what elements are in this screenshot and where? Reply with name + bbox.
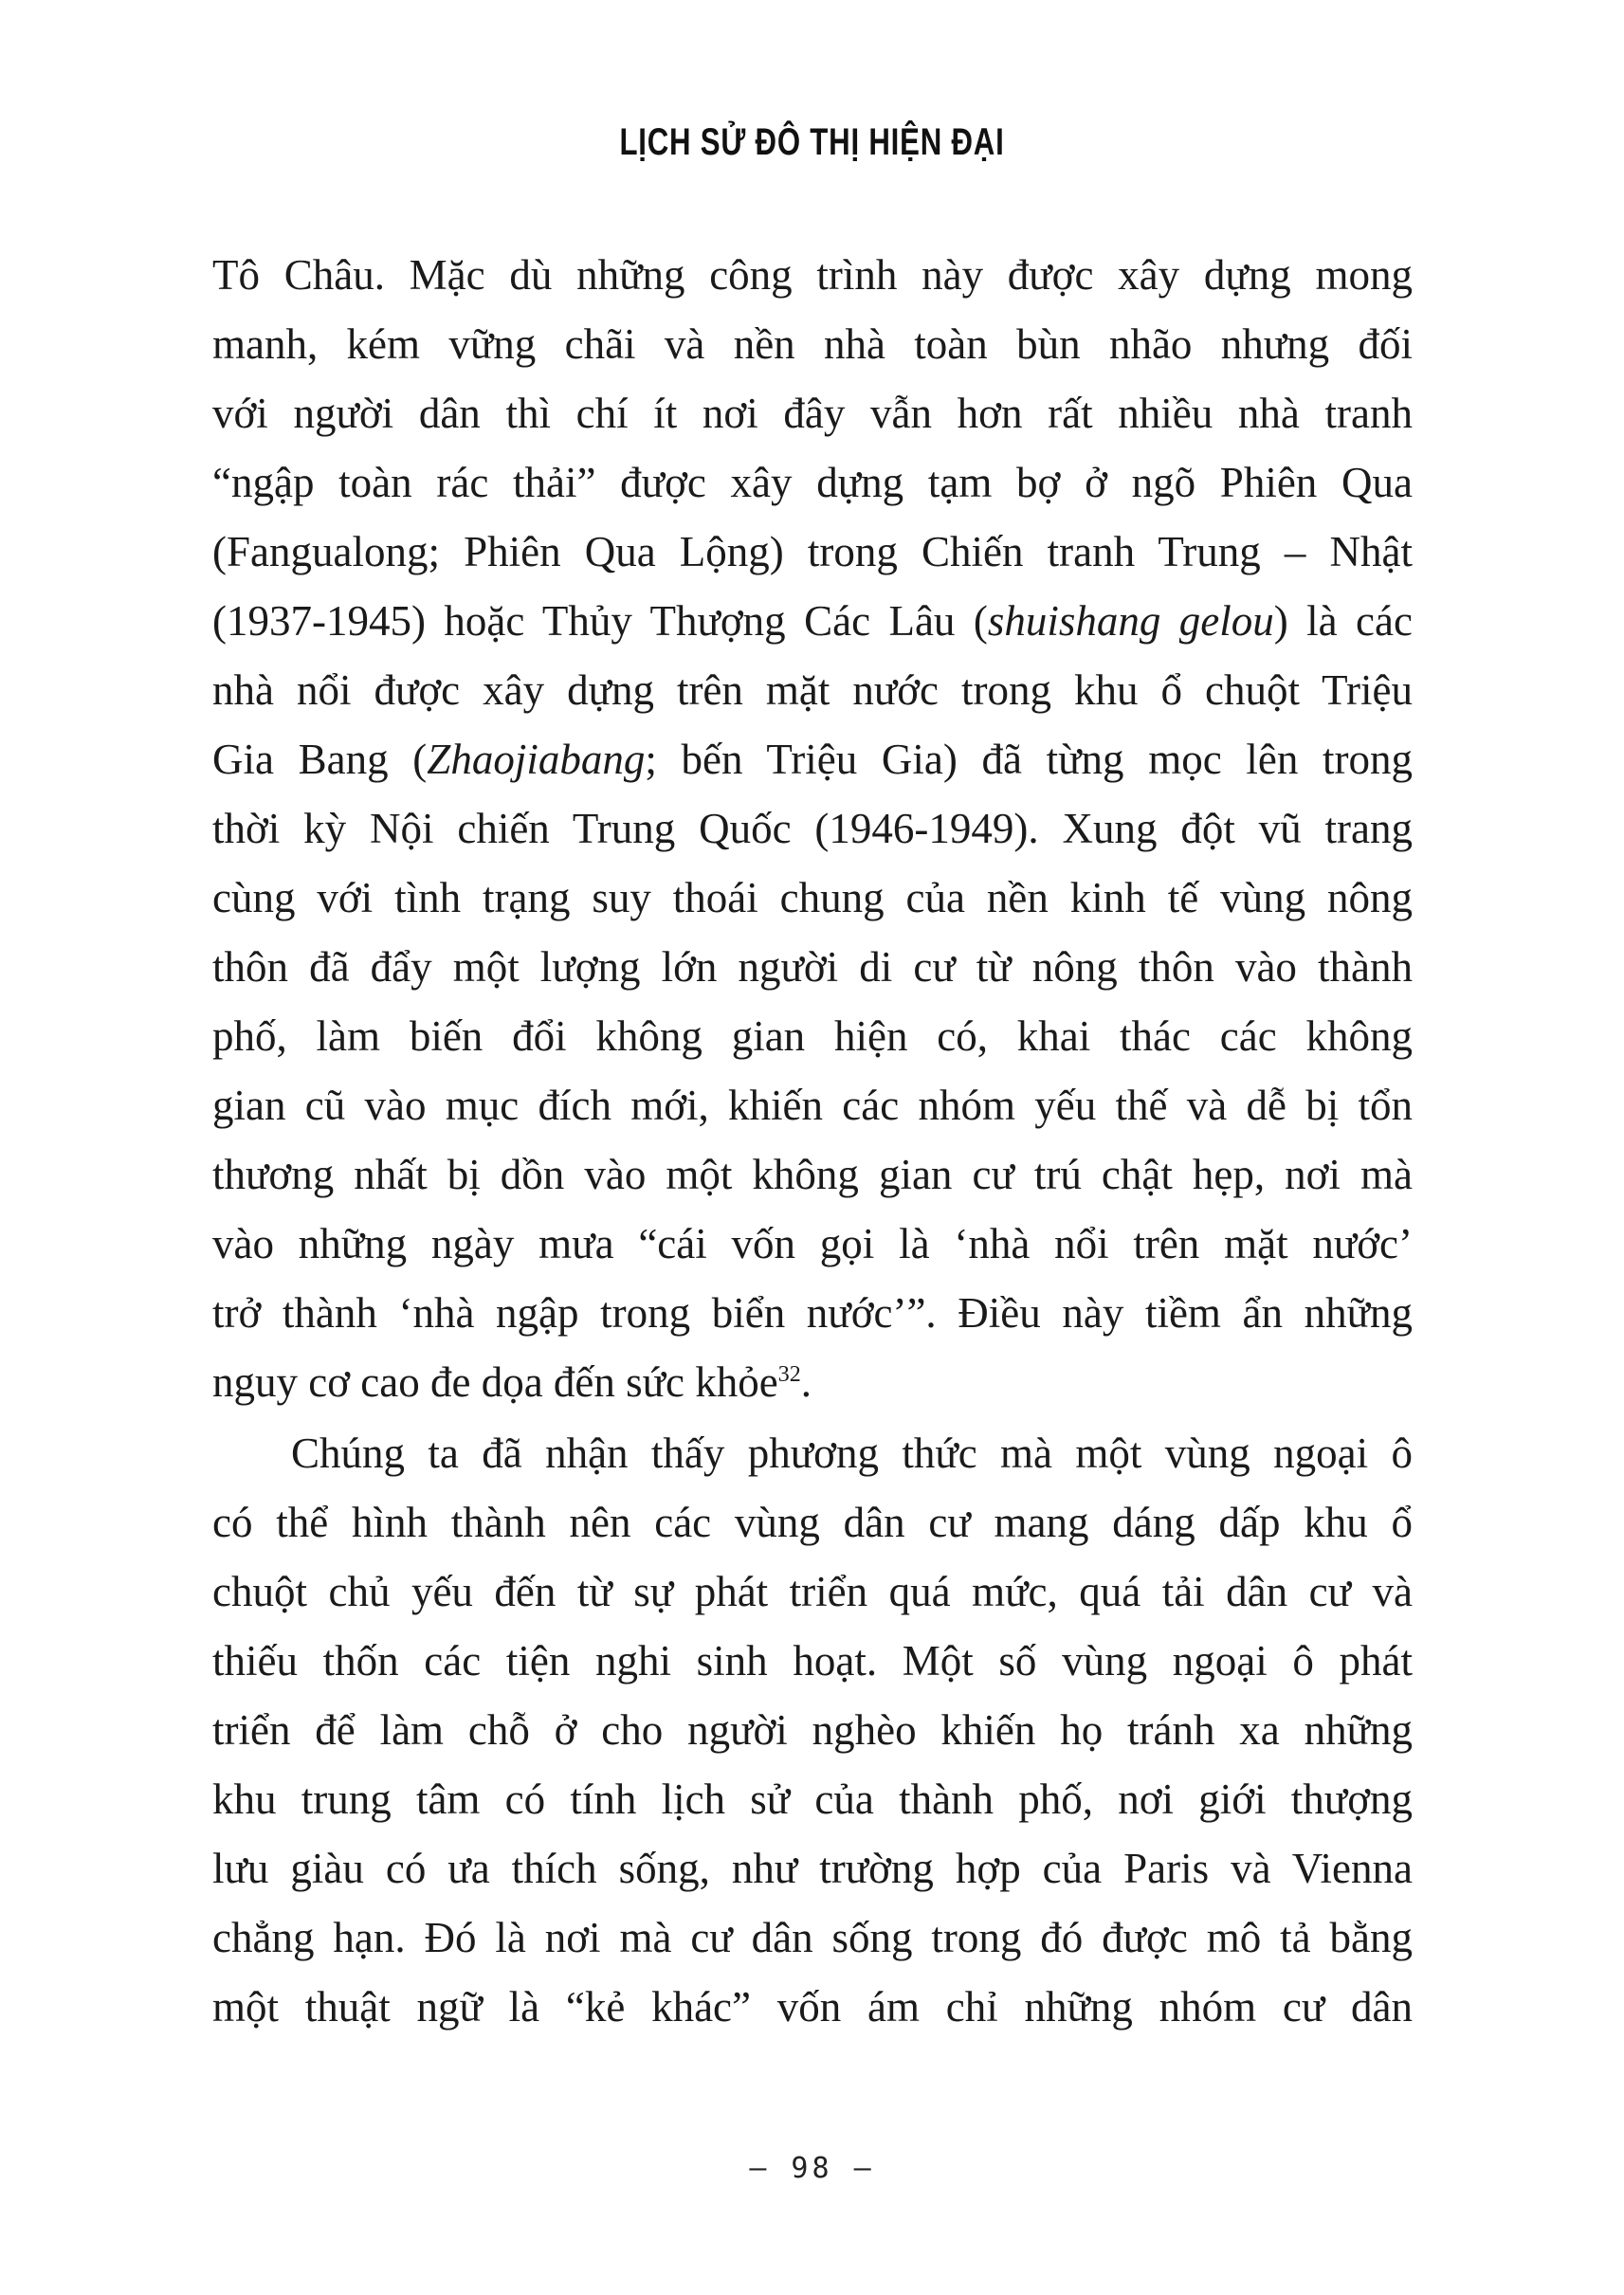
text-line: trở thành ‘nhà ngập trong biển nước’”. Điều này tiềm ẩn những bbox=[212, 1289, 1413, 1337]
text-segment: ) là các bbox=[1273, 597, 1413, 645]
text-line bbox=[212, 1348, 1413, 1417]
text-line: khu trung tâm có tính lịch sử của thành phố, nơi giới thượng bbox=[212, 1776, 1413, 1823]
text-line: chẳng hạn. Đó là nơi mà cư dân sống trong đó được mô tả bằng bbox=[212, 1914, 1413, 1961]
text-line bbox=[212, 587, 1413, 656]
text-segment: . bbox=[800, 1358, 812, 1406]
text-line: Chúng ta đã nhận thấy phương thức mà một vùng ngoại ô bbox=[291, 1430, 1413, 1477]
text-line: phố, làm biến đổi không gian hiện có, khai thác các không bbox=[212, 1012, 1413, 1060]
text-line: một thuật ngữ là “kẻ khác” vốn ám chỉ những nhóm cư dân bbox=[212, 1983, 1413, 2031]
text-line: manh, kém vững chãi và nền nhà toàn bùn nhão nhưng đối bbox=[212, 320, 1413, 368]
text-segment: nguy cơ cao đe dọa đến sức khỏe bbox=[212, 1358, 778, 1406]
text-line: thương nhất bị dồn vào một không gian cư trú chật hẹp, nơi mà bbox=[212, 1151, 1413, 1198]
paragraph-1 bbox=[212, 241, 1413, 1417]
text-line: cùng với tình trạng suy thoái chung của nền kinh tế vùng nông bbox=[212, 874, 1413, 921]
text-line: thôn đã đẩy một lượng lớn người di cư từ nông thôn vào thành bbox=[212, 943, 1413, 991]
text-line: triển để làm chỗ ở cho người nghèo khiến họ tránh xa những bbox=[212, 1706, 1413, 1754]
page-number: – 98 – bbox=[749, 2152, 875, 2185]
text-line: vào những ngày mưa “cái vốn gọi là ‘nhà nổi trên mặt nước’ bbox=[212, 1220, 1413, 1267]
text-segment: ; bến Triệu Gia) đã từng mọc lên trong bbox=[645, 736, 1413, 783]
text-line: (Fangualong; Phiên Qua Lộng) trong Chiến tranh Trung – Nhật bbox=[212, 528, 1413, 575]
text-line: thiếu thốn các tiện nghi sinh hoạt. Một số vùng ngoại ô phát bbox=[212, 1637, 1413, 1685]
italic-term: Zhaojiabang bbox=[427, 736, 646, 783]
paragraph-2 bbox=[212, 1419, 1413, 2042]
text-line: “ngập toàn rác thải” được xây dựng tạm bợ ở ngõ Phiên Qua bbox=[212, 459, 1413, 506]
body-text bbox=[212, 241, 1413, 2042]
text-line: có thể hình thành nên các vùng dân cư mang dáng dấp khu ổ bbox=[212, 1499, 1413, 1546]
text-line: nhà nổi được xây dựng trên mặt nước trong khu ổ chuột Triệu bbox=[212, 666, 1413, 714]
text-line: Tô Châu. Mặc dù những công trình này được xây dựng mong bbox=[212, 251, 1413, 299]
text-line: thời kỳ Nội chiến Trung Quốc (1946-1949). Xung đột vũ trang bbox=[212, 805, 1413, 852]
footnote-reference[interactable]: 32 bbox=[777, 1362, 801, 1387]
text-line: chuột chủ yếu đến từ sự phát triển quá mức, quá tải dân cư và bbox=[212, 1568, 1413, 1615]
italic-term: shuishang gelou bbox=[987, 597, 1274, 645]
running-head: LỊCH SỬ ĐÔ THỊ HIỆN ĐẠI bbox=[619, 121, 1005, 163]
text-line: gian cũ vào mục đích mới, khiến các nhóm yếu thế và dễ bị tổn bbox=[212, 1082, 1413, 1129]
text-line bbox=[212, 725, 1413, 794]
text-line: với người dân thì chí ít nơi đây vẫn hơn rất nhiều nhà tranh bbox=[212, 390, 1413, 437]
text-segment: Gia Bang ( bbox=[212, 736, 428, 783]
text-line: lưu giàu có ưa thích sống, như trường hợp của Paris và Vienna bbox=[212, 1845, 1413, 1892]
text-segment: (1937-1945) hoặc Thủy Thượng Các Lâu ( bbox=[212, 597, 988, 645]
